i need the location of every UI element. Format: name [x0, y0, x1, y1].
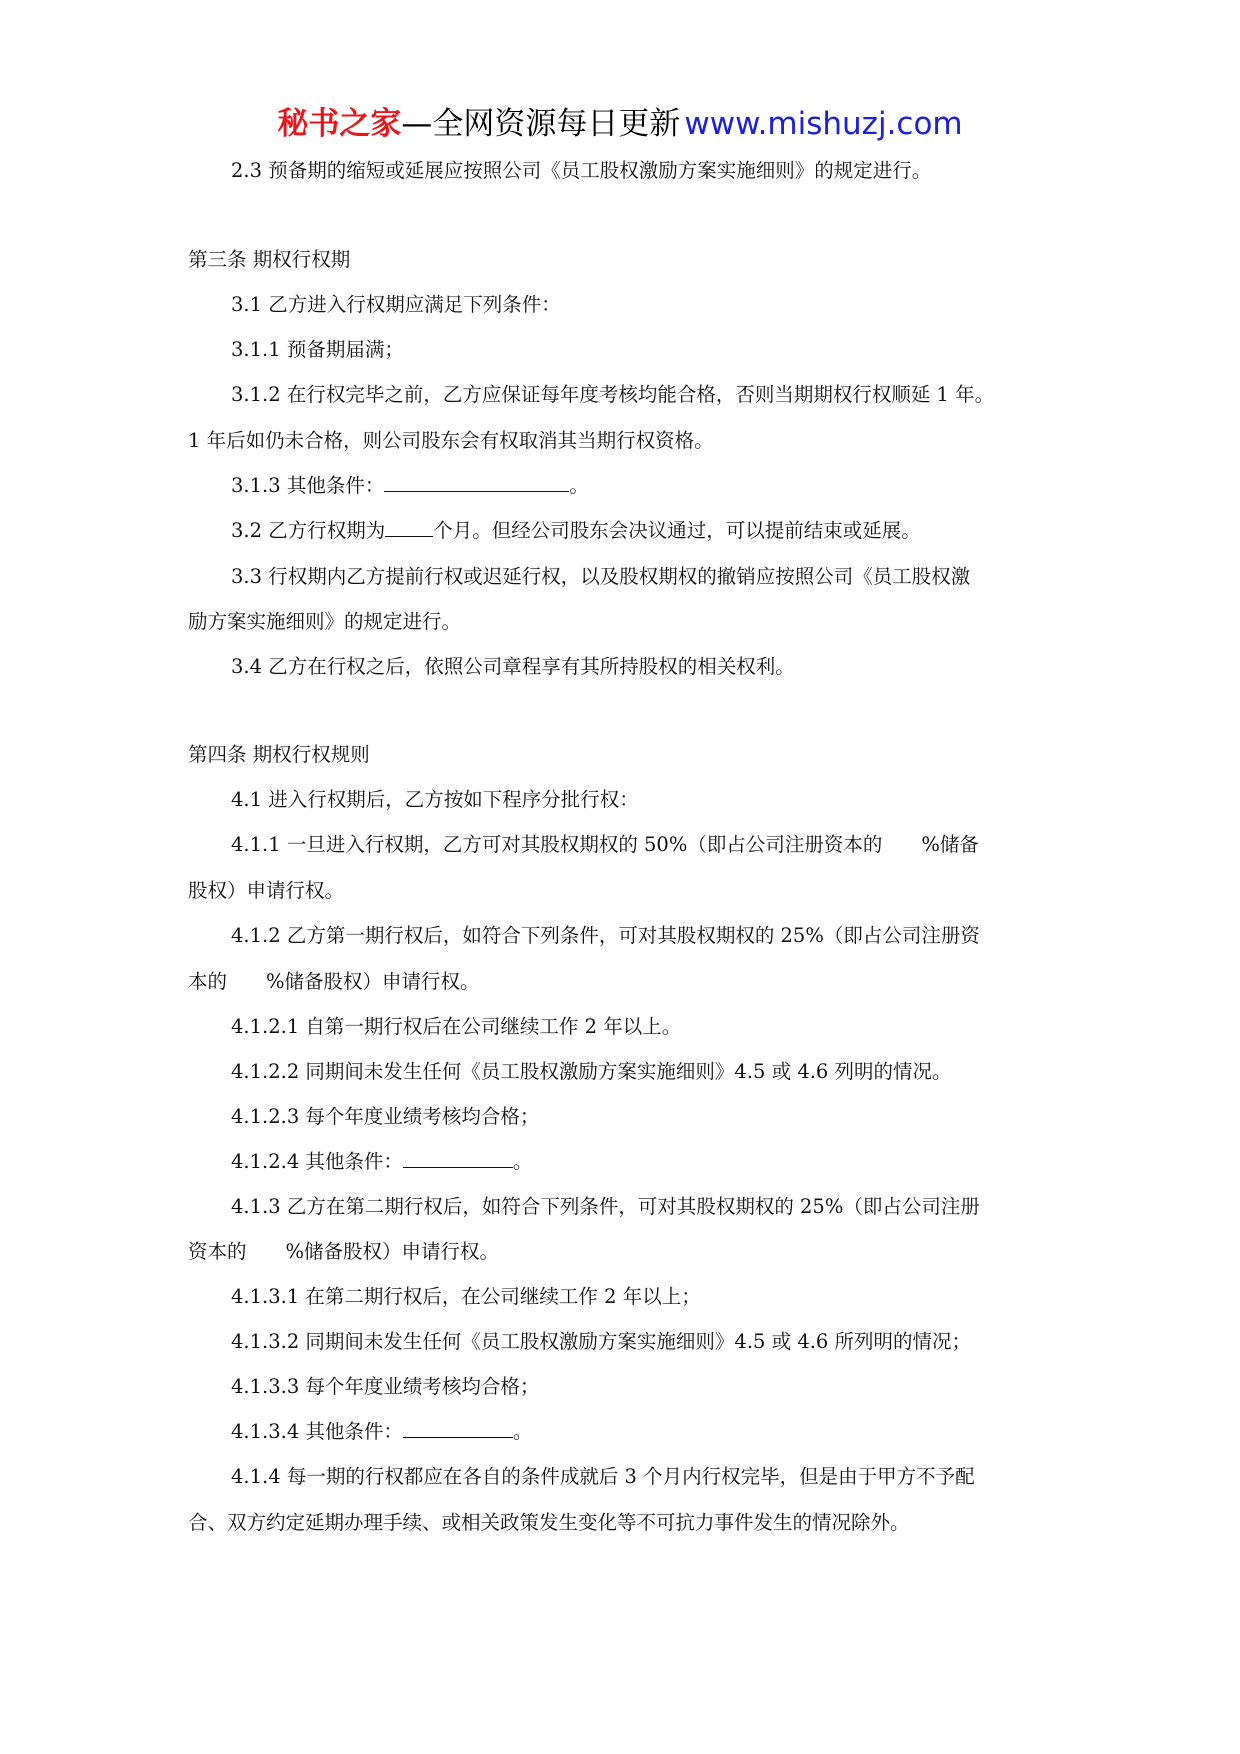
clause-4-1-2-3: 4.1.2.3 每个年度业绩考核均合格； — [231, 1105, 540, 1128]
fill-blank — [385, 518, 433, 537]
clause-4-1-3-3: 4.1.3.3 每个年度业绩考核均合格； — [231, 1375, 540, 1398]
clause-4-1-1-cont: 股权）申请行权。 — [188, 879, 345, 902]
clause-3-1-2-cont: 1 年后如仍未合格，则公司股东会有权取消其当期行权资格。 — [188, 429, 714, 452]
clause-4-1-3-1: 4.1.3.1 在第二期行权后，在公司继续工作 2 年以上； — [231, 1285, 701, 1308]
clause-4-1-3: 4.1.3 乙方在第二期行权后，如符合下列条件，可对其股权期权的 25%（即占公司注册 — [231, 1195, 980, 1218]
clause-3-1-2: 3.1.2 在行权完毕之前，乙方应保证每年度考核均能合格，否则当期期权行权顺延 1 年。 — [231, 383, 995, 406]
clause-2-3: 2.3 预备期的缩短或延展应按照公司《员工股权激励方案实施细则》的规定进行。 — [231, 159, 932, 182]
clause-3-3-cont: 励方案实施细则》的规定进行。 — [188, 610, 462, 633]
fill-blank — [403, 1419, 513, 1438]
clause-3-3: 3.3 行权期内乙方提前行权或迟延行权，以及股权期权的撤销应按照公司《员工股权激 — [231, 565, 971, 588]
clause-end-mark: 。 — [569, 474, 589, 497]
fill-blank — [403, 1149, 513, 1168]
clause-4-1-4: 4.1.4 每一期的行权都应在各自的条件成就后 3 个月内行权完毕，但是由于甲方不予配 — [231, 1465, 975, 1488]
clause-4-1: 4.1 进入行权期后，乙方按如下程序分批行权： — [231, 788, 639, 811]
site-url[interactable]: www.mishuzj.com — [684, 106, 963, 142]
clause-4-1-3-4-text: 4.1.3.4 其他条件： — [231, 1420, 403, 1443]
clause-3-1-3-text: 3.1.3 其他条件： — [231, 474, 385, 497]
article-4-heading: 第四条 期权行权规则 — [188, 743, 370, 766]
clause-end-mark: 。 — [512, 1150, 533, 1173]
clause-3-2 — [231, 517, 921, 545]
clause-4-1-2-4-text: 4.1.2.4 其他条件： — [231, 1150, 403, 1173]
clause-4-1-2-1: 4.1.2.1 自第一期行权后在公司继续工作 2 年以上。 — [231, 1015, 682, 1038]
clause-4-1-2-cont: 本的 %储备股权）申请行权。 — [188, 970, 480, 993]
clause-end-mark: 。 — [512, 1420, 533, 1443]
clause-3-1-3 — [231, 472, 589, 500]
brand-name: 秘书之家 — [277, 106, 402, 142]
clause-3-2-text: 3.2 乙方行权期为 — [231, 519, 386, 542]
article-3-heading: 第三条 期权行权期 — [188, 248, 351, 271]
clause-4-1-1: 4.1.1 一旦进入行权期，乙方可对其股权期权的 50%（即占公司注册资本的 %储备 — [231, 833, 979, 856]
clause-4-1-3-cont: 资本的 %储备股权）申请行权。 — [188, 1240, 500, 1263]
clause-3-1-1: 3.1.1 预备期届满； — [231, 338, 404, 361]
clause-4-1-2-2: 4.1.2.2 同期间未发生任何《员工股权激励方案实施细则》4.5 或 4.6 列明的情况。 — [231, 1060, 952, 1083]
clause-4-1-3-4 — [231, 1418, 532, 1446]
clause-3-4: 3.4 乙方在行权之后，依照公司章程享有其所持股权的相关权利。 — [231, 655, 795, 678]
header-tagline: —全网资源每日更新 — [401, 106, 681, 142]
watermark-header — [0, 102, 1240, 146]
fill-blank — [384, 473, 569, 492]
clause-4-1-4-cont: 合、双方约定延期办理手续、或相关政策发生变化等不可抗力事件发生的情况除外。 — [188, 1511, 910, 1534]
clause-4-1-2: 4.1.2 乙方第一期行权后，如符合下列条件，可对其股权期权的 25%（即占公司注册资 — [231, 924, 980, 947]
clause-4-1-3-2: 4.1.3.2 同期间未发生任何《员工股权激励方案实施细则》4.5 或 4.6 所列明的情况； — [231, 1330, 972, 1353]
clause-3-2-text-cont: 个月。但经公司股东会决议通过，可以提前结束或延展。 — [433, 519, 921, 542]
clause-4-1-2-4 — [231, 1148, 532, 1176]
clause-3-1: 3.1 乙方进入行权期应满足下列条件： — [231, 293, 561, 316]
